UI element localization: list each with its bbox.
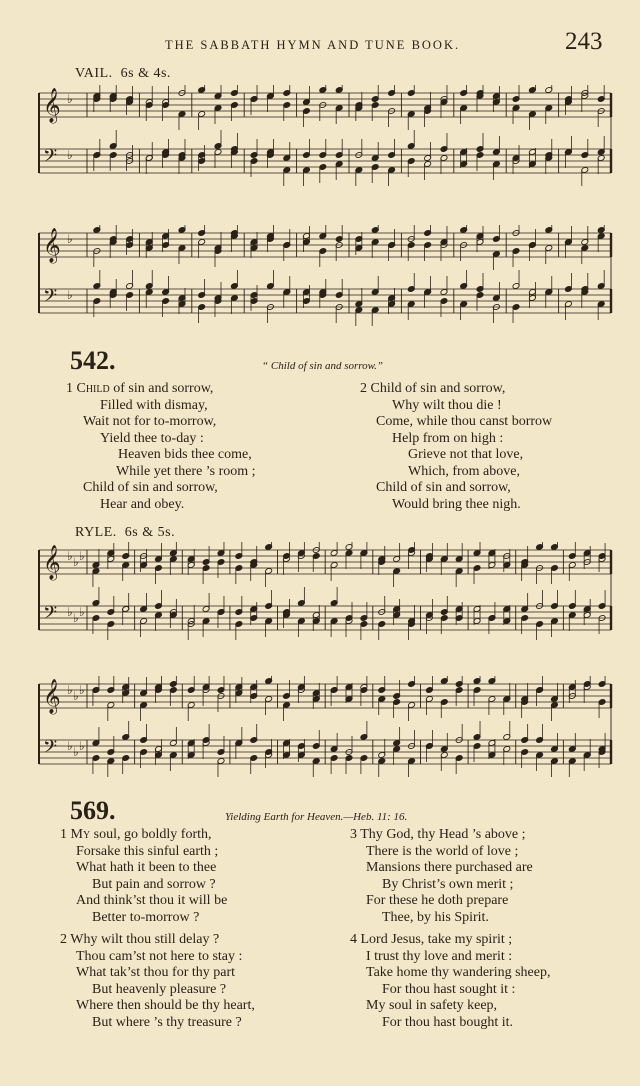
- stanza-number: 4: [350, 932, 357, 947]
- stanza-line: Help from on high :: [392, 430, 504, 446]
- svg-text:♭: ♭: [73, 555, 79, 569]
- stanza-first-word: Child: [76, 381, 110, 396]
- svg-text:♭: ♭: [73, 745, 79, 759]
- stanza-line: What hath it been to thee: [76, 860, 217, 875]
- music-system-ryle-1: [35, 542, 617, 652]
- running-head: THE SABBATH HYMN AND TUNE BOOK.: [165, 38, 461, 52]
- stanza-line: Wait not for to-morrow,: [83, 414, 217, 429]
- stanza-line: For these he doth prepare: [366, 893, 509, 908]
- stanza-line: Yield thee to-day :: [100, 430, 204, 446]
- stanza-line: And think’st thou it will be: [76, 893, 228, 908]
- stanza-text: God, thy Head ’s above ;: [382, 827, 526, 842]
- svg-text:♭: ♭: [67, 232, 73, 246]
- stanza-line: But pain and sorrow ?: [92, 876, 216, 892]
- stanza-line: Take home thy wandering sheep,: [366, 965, 551, 980]
- stanza-number: 1: [60, 827, 67, 842]
- stanza-line: Hear and obey.: [100, 496, 185, 512]
- stanza-line: By Christ’s own merit ;: [382, 876, 514, 892]
- svg-text:♭: ♭: [79, 549, 85, 563]
- stanza-line: [350, 827, 533, 844]
- stanza-line: Thou cam’st not here to stay :: [76, 948, 243, 964]
- stanza-line: Where then should be thy heart,: [76, 998, 255, 1013]
- svg-text:♭: ♭: [67, 683, 73, 697]
- svg-text:♭: ♭: [67, 739, 73, 753]
- svg-text:♭: ♭: [67, 92, 73, 106]
- music-system-ryle-2: [35, 676, 617, 786]
- stanza-542-1: [66, 381, 256, 513]
- tune-name: RYLE.: [75, 525, 117, 540]
- stanza-text: soul, go boldly forth,: [90, 827, 212, 842]
- stanza-line: I trust thy love and merit :: [366, 948, 513, 964]
- stanza-line: Filled with dismay,: [100, 397, 208, 413]
- svg-text:♭: ♭: [73, 611, 79, 625]
- music-system-vail-1: [35, 85, 617, 195]
- stanza-line: Child of sin and sorrow,: [376, 480, 511, 495]
- svg-text:♭: ♭: [67, 605, 73, 619]
- hymn-number-542: 542.: [70, 346, 116, 375]
- stanza-569-4: [350, 932, 550, 1031]
- stanza-first-word: Child: [370, 381, 402, 396]
- stanza-text: of sin and sorrow,: [109, 381, 214, 396]
- svg-text:♭: ♭: [73, 689, 79, 703]
- stanza-line: Mansions there purchased are: [366, 860, 533, 875]
- tune-title-vail: [75, 66, 171, 82]
- stanza-542-2: [360, 381, 552, 513]
- stanza-number: 2: [60, 932, 67, 947]
- stanza-line: There is the world of love ;: [366, 843, 519, 859]
- stanza-line: [60, 932, 255, 949]
- svg-text:♭: ♭: [79, 605, 85, 619]
- stanza-line: [360, 381, 552, 398]
- stanza-line: [350, 932, 550, 949]
- tune-meter: 6s & 4s.: [120, 66, 171, 81]
- svg-text:𝄞: 𝄞: [43, 88, 61, 123]
- svg-text:𝄢: 𝄢: [43, 603, 58, 628]
- stanza-number: 3: [350, 827, 357, 842]
- hymn-subtitle-569: Yielding Earth for Heaven.—Heb. 11: 16.: [225, 811, 408, 823]
- stanza-line: What tak’st thou for thy part: [76, 965, 236, 980]
- music-system-vail-2: [35, 225, 617, 335]
- svg-text:♭: ♭: [67, 549, 73, 563]
- stanza-first-word: My: [70, 827, 91, 842]
- stanza-569-1: [60, 827, 227, 926]
- stanza-569-3: [350, 827, 533, 926]
- tune-name: VAIL.: [75, 66, 113, 81]
- stanza-line: For thou hast sought it :: [382, 981, 516, 997]
- stanza-line: Heaven bids thee come,: [118, 447, 252, 462]
- stanza-line: Would bring thee nigh.: [392, 496, 521, 512]
- stanza-line: But heavenly pleasure ?: [92, 981, 227, 997]
- stanza-line: Why wilt thou die !: [392, 397, 502, 413]
- stanza-number: 2: [360, 381, 367, 396]
- svg-text:𝄢: 𝄢: [43, 286, 58, 311]
- svg-text:𝄢: 𝄢: [43, 146, 58, 171]
- stanza-569-2: [60, 932, 255, 1031]
- hymn-subtitle-542: “ Child of sin and sorrow.”: [262, 360, 384, 372]
- stanza-line: Thee, by his Spirit.: [382, 909, 489, 925]
- stanza-line: But where ’s thy treasure ?: [92, 1014, 242, 1030]
- stanza-line: Come, while thou canst borrow: [376, 414, 553, 429]
- stanza-line: While yet there ’s room ;: [116, 463, 256, 479]
- stanza-line: Better to-morrow ?: [92, 909, 200, 925]
- svg-text:♭: ♭: [79, 683, 85, 697]
- svg-text:♭: ♭: [67, 288, 73, 302]
- svg-text:♭: ♭: [67, 148, 73, 162]
- hymn-number-569: 569.: [70, 796, 116, 825]
- stanza-line: My soul in safety keep,: [366, 998, 498, 1013]
- stanza-line: Forsake this sinful earth ;: [76, 843, 219, 859]
- stanza-line: Grieve not that love,: [408, 447, 524, 462]
- page-number: 243: [565, 28, 603, 55]
- stanza-first-word: Lord: [360, 932, 388, 947]
- svg-text:𝄞: 𝄞: [43, 545, 61, 580]
- svg-text:𝄢: 𝄢: [43, 737, 58, 762]
- stanza-text: of sin and sorrow,: [401, 381, 506, 396]
- stanza-line: Which, from above,: [408, 463, 520, 479]
- svg-text:𝄞: 𝄞: [43, 228, 61, 263]
- stanza-text: wilt thou still delay ?: [97, 932, 220, 947]
- stanza-line: For thou hast bought it.: [382, 1014, 514, 1030]
- svg-text:𝄞: 𝄞: [43, 679, 61, 714]
- svg-text:♭: ♭: [79, 739, 85, 753]
- stanza-line: [66, 381, 256, 398]
- stanza-line: [60, 827, 227, 844]
- stanza-number: 1: [66, 381, 73, 396]
- stanza-first-word: Why: [70, 932, 98, 947]
- stanza-line: Child of sin and sorrow,: [83, 480, 218, 495]
- stanza-text: Jesus, take my spirit ;: [387, 932, 513, 947]
- stanza-first-word: Thy: [360, 827, 383, 842]
- tune-meter: 6s & 5s.: [124, 525, 176, 540]
- tune-title-ryle: [75, 525, 175, 541]
